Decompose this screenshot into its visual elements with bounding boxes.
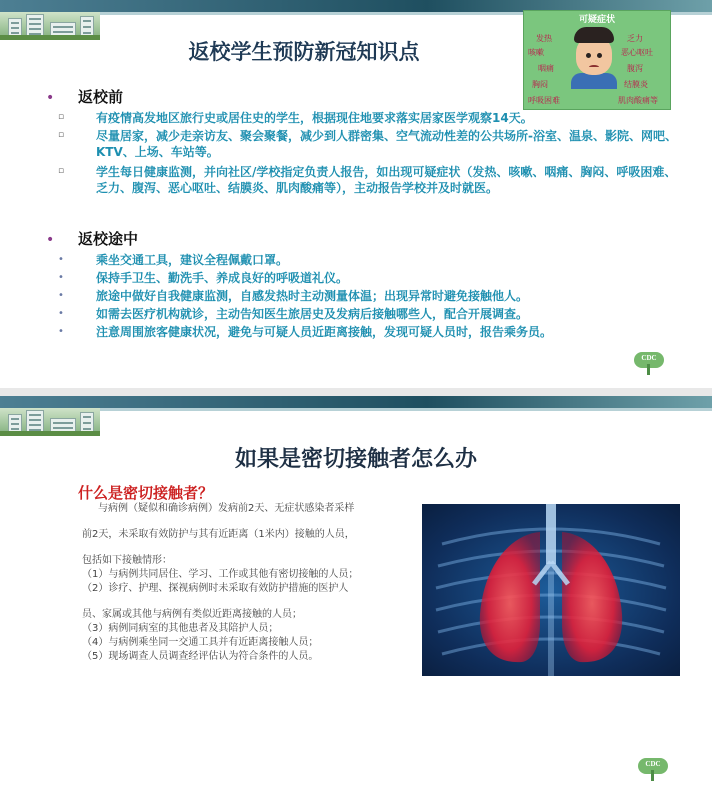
building-shape [80, 412, 94, 432]
lungs-xray-image [422, 504, 680, 676]
poster-title: 可疑症状 [578, 15, 615, 25]
poster-symptom: 腹泻 [627, 64, 643, 73]
building-shape [26, 14, 44, 36]
square-bullet-icon: ▫ [58, 130, 65, 140]
paragraph-line: （1）与病例共同居住、学习、工作或其他有密切接触的人员； [82, 569, 359, 580]
symptom-poster-image [523, 10, 671, 110]
square-bullet-icon: ▫ [58, 112, 65, 122]
slide-close-contact [0, 396, 712, 800]
paragraph-line: （5）现场调查人员调查经评估认为符合条件的人员。 [82, 651, 319, 662]
building-shape [80, 16, 94, 36]
paragraph-line: 包括如下接触情形： [82, 555, 172, 566]
dot-bullet-icon: • [58, 326, 64, 337]
paragraph-line: 前2天，未采取有效防护与其有近距离（1米内）接触的人员， [82, 529, 355, 540]
poster-symptom: 结膜炎 [624, 80, 648, 89]
list-item: 尽量居家，减少走亲访友、聚会聚餐，减少到人群密集、空气流动性差的公共场所-浴室、温泉、影院、网吧、KTV、上场、车站等。 [96, 129, 677, 159]
poster-symptom: 恶心呕吐 [621, 48, 653, 57]
building-shape [26, 410, 44, 432]
slide-top-stripe [0, 408, 712, 411]
section-bullet-icon: • [46, 232, 55, 248]
building-shape [50, 418, 76, 432]
poster-symptom: 呼吸困难 [528, 96, 560, 105]
list-item: 有疫情高发地区旅行史或居住史的学生，根据现住地要求落实居家医学观察14天。 [96, 111, 533, 125]
paragraph-line: 员、家属或其他与病例有类似近距离接触的人员； [82, 609, 302, 620]
cdc-logo-icon [632, 350, 666, 376]
subheading-what-is-close-contact: 什么是密切接触者？ [78, 484, 214, 502]
poster-symptom: 胸闷 [532, 80, 548, 89]
slide-title: 返校学生预防新冠知识点 [188, 40, 420, 64]
ground [0, 431, 100, 436]
paragraph-line: （2）诊疗、护理、探视病例时未采取有效防护措施的医护人 [82, 583, 349, 594]
paragraph-line: 与病例（疑似和确诊病例）发病前2天、无症状感染者采样 [98, 503, 355, 514]
cdc-logo-text: CDC [641, 354, 657, 362]
poster-symptom: 肌肉酸痛等 [618, 96, 658, 105]
building-shape [50, 22, 76, 36]
poster-symptom: 咳嗽 [528, 48, 544, 57]
list-item: 旅途中做好自我健康监测，自感发热时主动测量体温；出现异常时避免接触他人。 [96, 289, 529, 303]
poster-symptom: 发热 [536, 34, 552, 43]
header-building-image [0, 408, 100, 436]
cdc-logo-icon [636, 756, 670, 782]
dot-bullet-icon: • [58, 290, 64, 301]
list-item: 保持手卫生、勤洗手、养成良好的呼吸道礼仪。 [96, 271, 349, 285]
paragraph-line: （3）病例同病室的其他患者及其陪护人员； [82, 623, 279, 634]
list-item: 乘坐交通工具，建议全程佩戴口罩。 [96, 253, 289, 267]
list-item: 注意周围旅客健康状况，避免与可疑人员近距离接触，发现可疑人员时，报告乘务员。 [96, 325, 553, 339]
slide-return-to-school [0, 0, 712, 388]
cdc-logo-text: CDC [645, 760, 661, 768]
section-heading-en-route: 返校途中 [78, 230, 139, 248]
poster-symptom: 乏力 [627, 34, 643, 43]
building-shape [8, 18, 22, 36]
slide-separator [0, 388, 712, 396]
lungs-illustration [422, 504, 680, 676]
slide-top-bar [0, 396, 712, 408]
list-item: 如需去医疗机构就诊，主动告知医生旅居史及发病后接触哪些人，配合开展调查。 [96, 307, 529, 321]
dot-bullet-icon: • [58, 272, 64, 283]
sick-person-illustration [571, 27, 617, 87]
section-bullet-icon: • [46, 90, 55, 106]
slide-title: 如果是密切接触者怎么办 [234, 447, 477, 472]
square-bullet-icon: ▫ [58, 166, 65, 176]
list-item: 学生每日健康监测，并向社区/学校指定负责人报告，如出现可疑症状（发热、咳嗽、咽痛、胸闷、呼吸困难、乏力、腹泻、恶心呕吐、结膜炎、肌肉酸痛等），主动报告学校并及时就医。 [96, 165, 677, 195]
poster-symptom: 咽痛 [538, 64, 554, 73]
dot-bullet-icon: • [58, 254, 64, 265]
paragraph-line: （4）与病例乘坐同一交通工具并有近距离接触人员； [82, 637, 319, 648]
building-shape [8, 414, 22, 432]
section-heading-before-return: 返校前 [78, 88, 124, 106]
dot-bullet-icon: • [58, 308, 64, 319]
